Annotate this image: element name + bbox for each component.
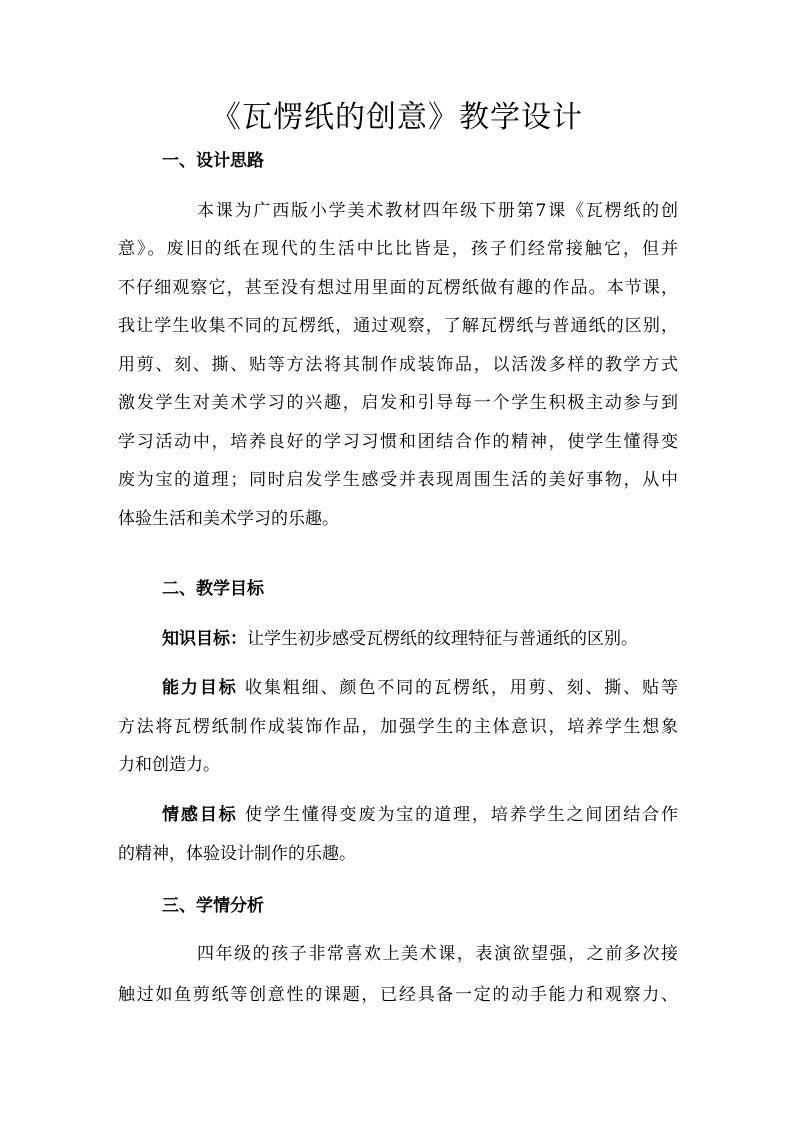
goal-text: 收集粗细、颜色不同的瓦楞纸，用剪、刻、撕、贴等 [244, 678, 678, 698]
paragraph-line: 本课为广西版小学美术教材四年级下册第7课《瓦楞纸的创 [197, 201, 678, 221]
paragraph-line: 触过如鱼剪纸等创意性的课题，已经具备一定的动手能力和观察力、 [118, 985, 678, 1005]
paragraph-line: 的精神，体验设计制作的乐趣。 [118, 844, 356, 864]
goal-emotion [162, 803, 678, 827]
paragraph-line: 方法将瓦楞纸制作成装饰作品，加强学生的主体意识，培养学生想象 [118, 717, 678, 737]
goal-knowledge [162, 627, 678, 651]
document-title: 《瓦愣纸的创意》教学设计 [211, 100, 583, 135]
paragraph-line: 我让学生收集不同的瓦楞纸，通过观察，了解瓦楞纸与普通纸的区别， [118, 316, 678, 336]
paragraph-line: 力和创造力。 [118, 755, 220, 775]
goal-text: 让学生初步感受瓦楞纸的纹理特征与普通纸的区别。 [247, 629, 638, 649]
section-heading-student-analysis: 三、学情分析 [162, 896, 264, 916]
goal-text: 使学生懂得变废为宝的道理，培养学生之间团结合作 [244, 805, 678, 825]
paragraph-line: 体验生活和美术学习的乐趣。 [118, 509, 339, 529]
paragraph-line: 用剪、刻、撕、贴等方法将其制作成装饰品，以活泼多样的教学方式 [118, 355, 678, 375]
paragraph-line: 激发学生对美术学习的兴趣，启发和引导每一个学生积极主动参与到 [118, 393, 678, 413]
paragraph-line: 废为宝的道理；同时启发学生感受并表现周围生活的美好事物，从中 [118, 470, 678, 490]
goal-label: 知识目标： [162, 629, 247, 649]
goal-label: 能力目标 [162, 678, 238, 698]
paragraph-line: 不仔细观察它，甚至没有想过用里面的瓦楞纸做有趣的作品。本节课， [118, 278, 678, 298]
goal-label: 情感目标 [162, 805, 238, 825]
paragraph-line: 学习活动中，培养良好的学习习惯和团结合作的精神，使学生懂得变 [118, 432, 678, 452]
paragraph-line: 意》。废旧的纸在现代的生活中比比皆是，孩子们经常接触它，但并 [118, 239, 678, 259]
section-heading-teaching-goals: 二、教学目标 [162, 579, 264, 599]
section-heading-design-idea: 一、设计思路 [162, 151, 264, 171]
paragraph-line: 四年级的孩子非常喜欢上美术课，表演欲望强，之前多次接 [197, 944, 678, 964]
goal-ability [162, 676, 678, 700]
